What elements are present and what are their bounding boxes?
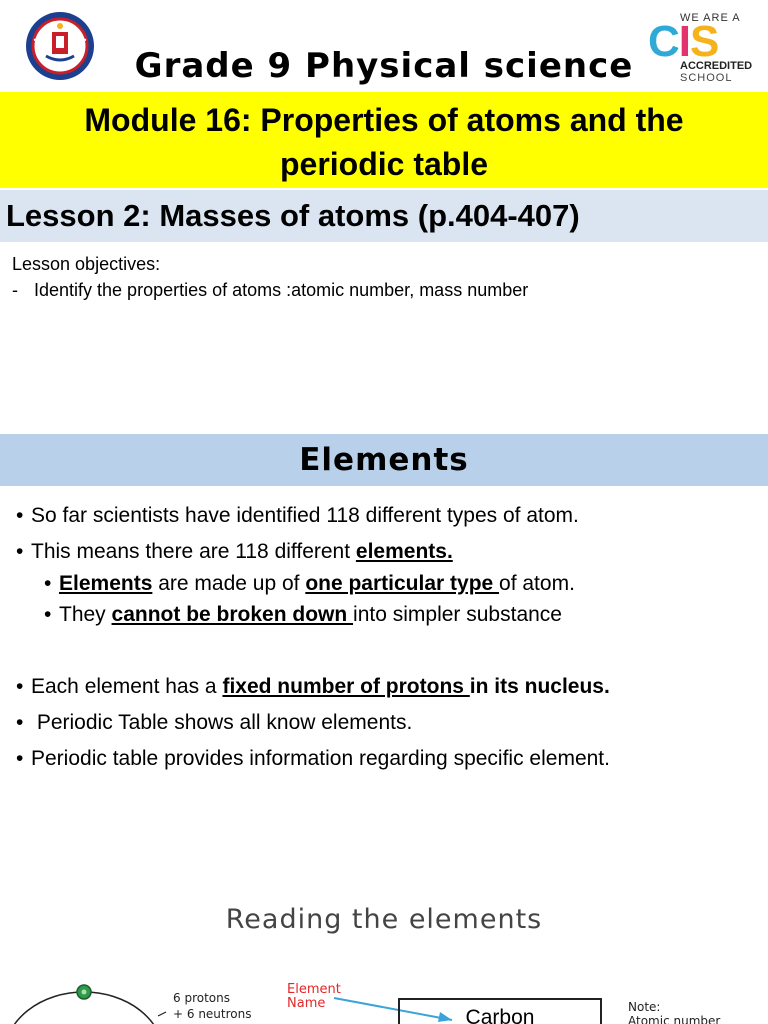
objective-item [12,277,528,303]
bullet-item [16,675,610,699]
bullet-text: are made up of [152,572,306,595]
element-label-line-2: Name [287,996,326,1011]
cis-accredited-text: ACCREDITED [680,60,753,72]
bullet-marker: • [16,504,24,527]
bullet-emphasis: Elements [59,572,153,595]
cis-top-text: WE ARE A [680,12,741,24]
element-name-label [287,983,341,1011]
sub-bullet-item [44,572,575,596]
page-title: Grade 9 Physical science [134,46,634,86]
note-line-1: Note: [628,1000,661,1014]
bullet-marker: • [16,747,24,770]
cis-letter-i: I [678,17,691,66]
bullet-bold: in its nucleus. [469,675,610,698]
element-name-box: Carbon [398,998,602,1024]
element-label-line-1: Element [287,982,341,997]
elements-heading: Elements [0,434,768,486]
orbit-tick [158,1012,166,1016]
bullet-marker: • [16,540,24,563]
bullet-marker: • [44,572,52,595]
cis-school-text: SCHOOL [680,72,733,84]
electron-highlight [82,990,87,995]
bullet-item [16,540,453,564]
objective-text: Identify the properties of atoms :atomic number, mass number [34,280,529,300]
bullet-text: This means there are 118 different [31,540,356,563]
bullet-text: Periodic table provides information regarding specific element. [31,747,610,770]
objective-marker: - [12,280,18,300]
objectives-heading: Lesson objectives: [12,254,161,274]
figure-title: Reading the elements [225,904,543,935]
module-banner [0,92,768,188]
module-title-line-2: periodic table [279,146,489,182]
bullet-text: So far scientists have identified 118 different types of atom. [31,504,579,527]
sub-bullet-item [44,603,562,627]
bullet-emphasis: fixed number of protons [222,675,470,698]
bullet-item [16,711,412,735]
lesson-title: Lesson 2: Masses of atoms (p.404-407) [0,190,768,242]
cis-letter-s: S [690,17,719,66]
cis-letters [648,17,719,66]
proton-neutron-label [173,990,252,1022]
bullet-text: of atom. [499,572,575,595]
bullet-marker: • [44,603,52,626]
bullet-text: They [59,603,112,626]
bullet-emphasis: elements. [355,540,453,563]
bullet-marker: • [16,711,24,734]
bullet-emphasis: cannot be broken down [111,603,354,626]
note-text [628,1000,720,1024]
bullet-emphasis: one particular type [305,572,500,595]
module-title-line-1: Module 16: Properties of atoms and the [84,102,684,138]
protons-label: 6 protons [173,991,230,1005]
bullet-item [16,747,610,771]
bullet-text: Each element has a [31,675,223,698]
note-line-2: Atomic number [628,1014,721,1024]
cis-accreditation-logo [646,10,764,86]
bullet-marker: • [16,675,24,698]
neutrons-label: + 6 neutrons [173,1007,252,1021]
lesson-objectives [12,251,528,303]
bullet-item [16,504,579,528]
bullet-text: into simpler substance [353,603,562,626]
bullet-text: Periodic Table shows all know elements. [31,711,413,734]
cis-letter-c: C [648,17,679,66]
